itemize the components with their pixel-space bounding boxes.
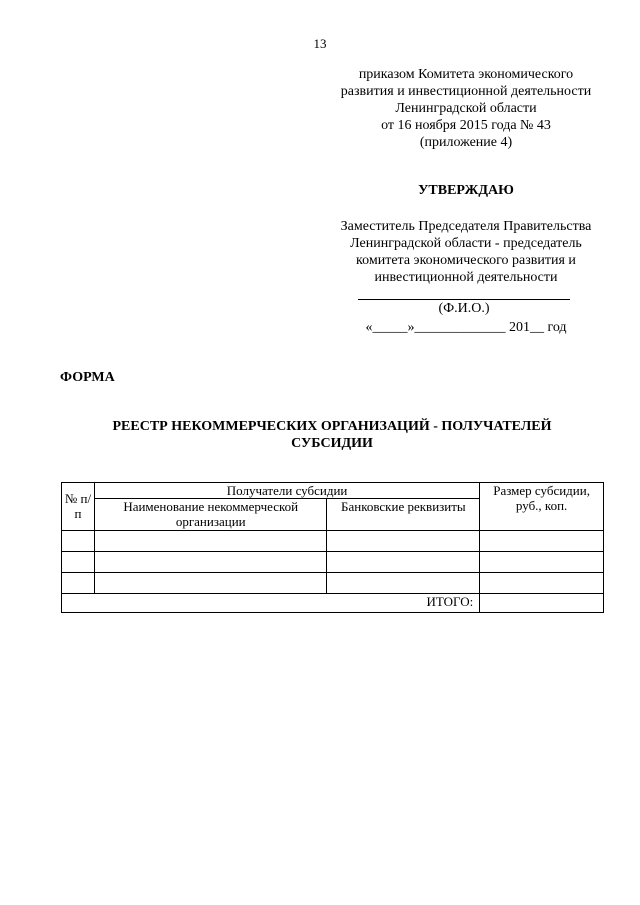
fio-label: (Ф.И.О.) xyxy=(438,301,490,316)
table-cell[interactable] xyxy=(327,552,480,573)
table-row xyxy=(62,573,604,594)
table-row xyxy=(62,552,604,573)
table-cell[interactable] xyxy=(62,531,95,552)
table-cell[interactable] xyxy=(327,573,480,594)
table-cell[interactable] xyxy=(480,552,604,573)
approver-line: инвестиционной деятельности xyxy=(374,270,558,285)
approve-heading: УТВЕРЖДАЮ xyxy=(418,183,514,198)
table-cell[interactable] xyxy=(94,573,327,594)
form-label: ФОРМА xyxy=(60,370,115,385)
order-line: (приложение 4) xyxy=(419,135,513,150)
header-amount-label: Размер субсидии, руб., коп. xyxy=(493,483,590,513)
order-reference xyxy=(330,66,602,151)
signature-line xyxy=(358,299,570,300)
total-amount-cell[interactable] xyxy=(480,594,604,613)
approver-position xyxy=(330,218,602,286)
header-name-label: Наименование некоммерческой организации xyxy=(123,499,299,529)
approval-date-line: «_____»_____________ 201__ год xyxy=(365,320,567,335)
table-cell[interactable] xyxy=(480,573,604,594)
header-recipients-label: Получатели субсидии xyxy=(226,483,348,498)
order-line: приказом Комитета экономического xyxy=(358,67,574,82)
table-cell[interactable] xyxy=(62,552,95,573)
registry-table xyxy=(61,482,604,613)
order-line: Ленинградской области xyxy=(395,101,537,116)
header-number-label: № п/п xyxy=(64,491,92,521)
table-row xyxy=(62,531,604,552)
approver-line: комитета экономического развития и xyxy=(356,253,576,268)
header-name-cell xyxy=(94,499,327,531)
table-cell[interactable] xyxy=(327,531,480,552)
table-cell[interactable] xyxy=(62,573,95,594)
total-row xyxy=(62,594,604,613)
page-number: 13 xyxy=(313,36,327,51)
order-line: развития и инвестиционной деятельности xyxy=(340,84,592,99)
header-bank-cell xyxy=(327,499,480,531)
register-title-line: СУБСИДИИ xyxy=(291,436,373,451)
header-amount-cell xyxy=(480,483,604,531)
approver-line: Заместитель Председателя Правительства xyxy=(340,219,592,234)
approver-line: Ленинградской области - председатель xyxy=(350,236,582,251)
header-number-cell xyxy=(62,483,95,531)
table-cell[interactable] xyxy=(94,552,327,573)
total-label: ИТОГО: xyxy=(426,594,474,609)
table-cell[interactable] xyxy=(94,531,327,552)
total-label-cell xyxy=(62,594,480,613)
header-bank-label: Банковские реквизиты xyxy=(341,499,466,514)
register-title xyxy=(60,418,604,452)
header-recipients-cell xyxy=(94,483,479,499)
order-line: от 16 ноября 2015 года № 43 xyxy=(381,118,551,133)
table-cell[interactable] xyxy=(480,531,604,552)
register-title-line: РЕЕСТР НЕКОММЕРЧЕСКИХ ОРГАНИЗАЦИЙ - ПОЛУЧАТЕЛЕЙ xyxy=(112,419,552,434)
